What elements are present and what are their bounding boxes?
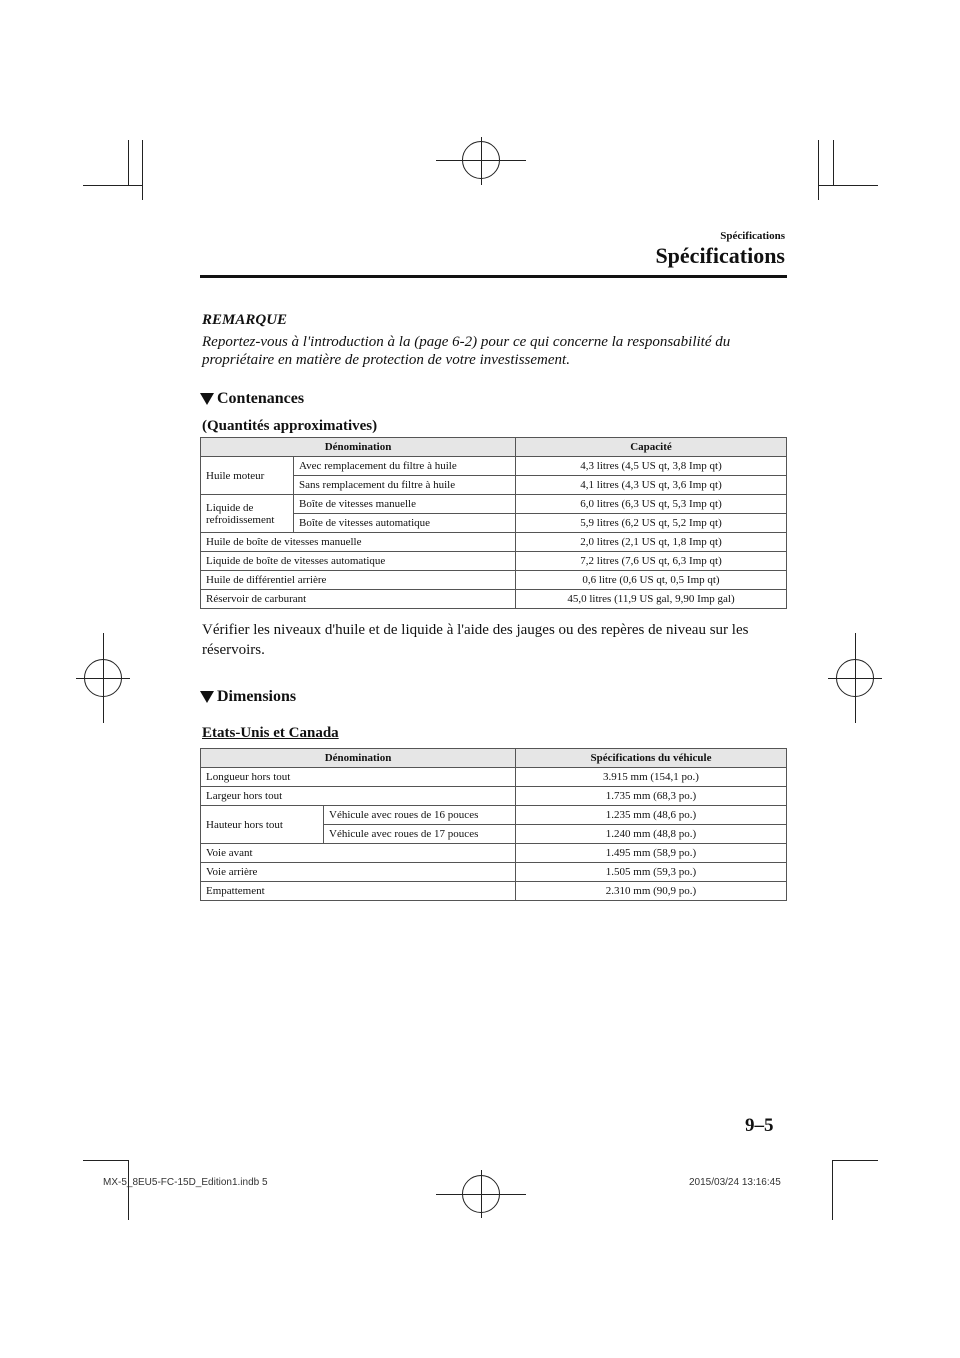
capacities-note: Vérifier les niveaux d'huile et de liquide à l'aide des jauges ou des repères de niveau sur les réservoirs. [202, 622, 749, 658]
column-header: Dénomination [201, 438, 516, 457]
note-title: REMARQUE [202, 312, 288, 328]
section-heading-label: Contenances [217, 390, 305, 407]
registration-mark-bottom [462, 1175, 500, 1213]
table-cell-item: Véhicule avec roues de 16 pouces [324, 806, 516, 825]
table-cell-value: 2,0 litres (2,1 US qt, 1,8 Imp qt) [516, 533, 787, 552]
subheading-region: Etats-Unis et Canada [202, 725, 339, 741]
table-row [201, 768, 787, 787]
table-cell-value: 1.735 mm (68,3 po.) [516, 787, 787, 806]
table-row [201, 571, 787, 590]
column-header: Capacité [516, 438, 787, 457]
dimensions-table [200, 748, 787, 901]
table-cell-item: Réservoir de carburant [201, 590, 516, 609]
table-cell-item: Largeur hors tout [201, 787, 516, 806]
triangle-bullet-icon [200, 691, 214, 703]
table-cell-value: 4,1 litres (4,3 US qt, 3,6 Imp qt) [516, 476, 787, 495]
print-timestamp: 2015/03/24 13:16:45 [689, 1177, 781, 1188]
table-cell-value: 6,0 litres (6,3 US qt, 5,3 Imp qt) [516, 495, 787, 514]
table-cell-value: 0,6 litre (0,6 US qt, 0,5 Imp qt) [516, 571, 787, 590]
table-cell-value: 1.505 mm (59,3 po.) [516, 863, 787, 882]
group-label: Huile moteur [201, 457, 294, 495]
table-cell-value: 2.310 mm (90,9 po.) [516, 882, 787, 901]
page-title: Spécifications [655, 243, 785, 268]
table-header-row [201, 438, 787, 457]
table-cell-item: Empattement [201, 882, 516, 901]
table-row [201, 495, 787, 514]
table-row [201, 590, 787, 609]
table-row [201, 533, 787, 552]
table-cell-item: Longueur hors tout [201, 768, 516, 787]
subheading-quantites: (Quantités approximatives) [202, 418, 378, 434]
section-heading-contenances [200, 390, 304, 408]
table-row [201, 552, 787, 571]
capacities-table [200, 437, 787, 609]
table-row [201, 863, 787, 882]
table-cell-item: Voie arrière [201, 863, 516, 882]
table-header-row [201, 749, 787, 768]
page-number: 9–5 [745, 1115, 774, 1136]
table-cell-item: Boîte de vitesses manuelle [294, 495, 516, 514]
table-cell-item: Huile de boîte de vitesses manuelle [201, 533, 516, 552]
group-label: Liquide de refroidissement [201, 495, 294, 533]
section-heading-label: Dimensions [217, 688, 297, 705]
section-heading-dimensions [200, 688, 296, 706]
table-cell-value: 1.495 mm (58,9 po.) [516, 844, 787, 863]
table-cell-item: Avec remplacement du filtre à huile [294, 457, 516, 476]
header-rule [200, 275, 787, 278]
table-cell-value: 5,9 litres (6,2 US qt, 5,2 Imp qt) [516, 514, 787, 533]
file-slug: MX-5_8EU5-FC-15D_Edition1.indb 5 [103, 1177, 268, 1188]
table-cell-value: 7,2 litres (7,6 US qt, 6,3 Imp qt) [516, 552, 787, 571]
running-header-small: Spécifications [720, 230, 785, 242]
table-row [201, 844, 787, 863]
triangle-bullet-icon [200, 393, 214, 405]
table-row [201, 457, 787, 476]
table-row [201, 806, 787, 825]
table-row [201, 787, 787, 806]
table-cell-value: 1.240 mm (48,8 po.) [516, 825, 787, 844]
registration-mark-right [836, 659, 874, 697]
table-cell-item: Liquide de boîte de vitesses automatique [201, 552, 516, 571]
table-cell-value: 45,0 litres (11,9 US gal, 9,90 Imp gal) [516, 590, 787, 609]
registration-mark-left [84, 659, 122, 697]
note-text: Reportez-vous à l'introduction à la (page 6-2) pour ce qui concerne la responsabilité du propriétaire en matière de protection de votre investissement. [202, 334, 731, 368]
table-cell-item: Sans remplacement du filtre à huile [294, 476, 516, 495]
table-cell-value: 4,3 litres (4,5 US qt, 3,8 Imp qt) [516, 457, 787, 476]
table-cell-item: Boîte de vitesses automatique [294, 514, 516, 533]
table-row [201, 882, 787, 901]
group-label: Hauteur hors tout [201, 806, 324, 844]
table-cell-item: Voie avant [201, 844, 516, 863]
table-cell-item: Véhicule avec roues de 17 pouces [324, 825, 516, 844]
table-cell-value: 1.235 mm (48,6 po.) [516, 806, 787, 825]
column-header: Dénomination [201, 749, 516, 768]
column-header: Spécifications du véhicule [516, 749, 787, 768]
registration-mark-top [462, 141, 500, 179]
table-cell-value: 3.915 mm (154,1 po.) [516, 768, 787, 787]
table-cell-item: Huile de différentiel arrière [201, 571, 516, 590]
